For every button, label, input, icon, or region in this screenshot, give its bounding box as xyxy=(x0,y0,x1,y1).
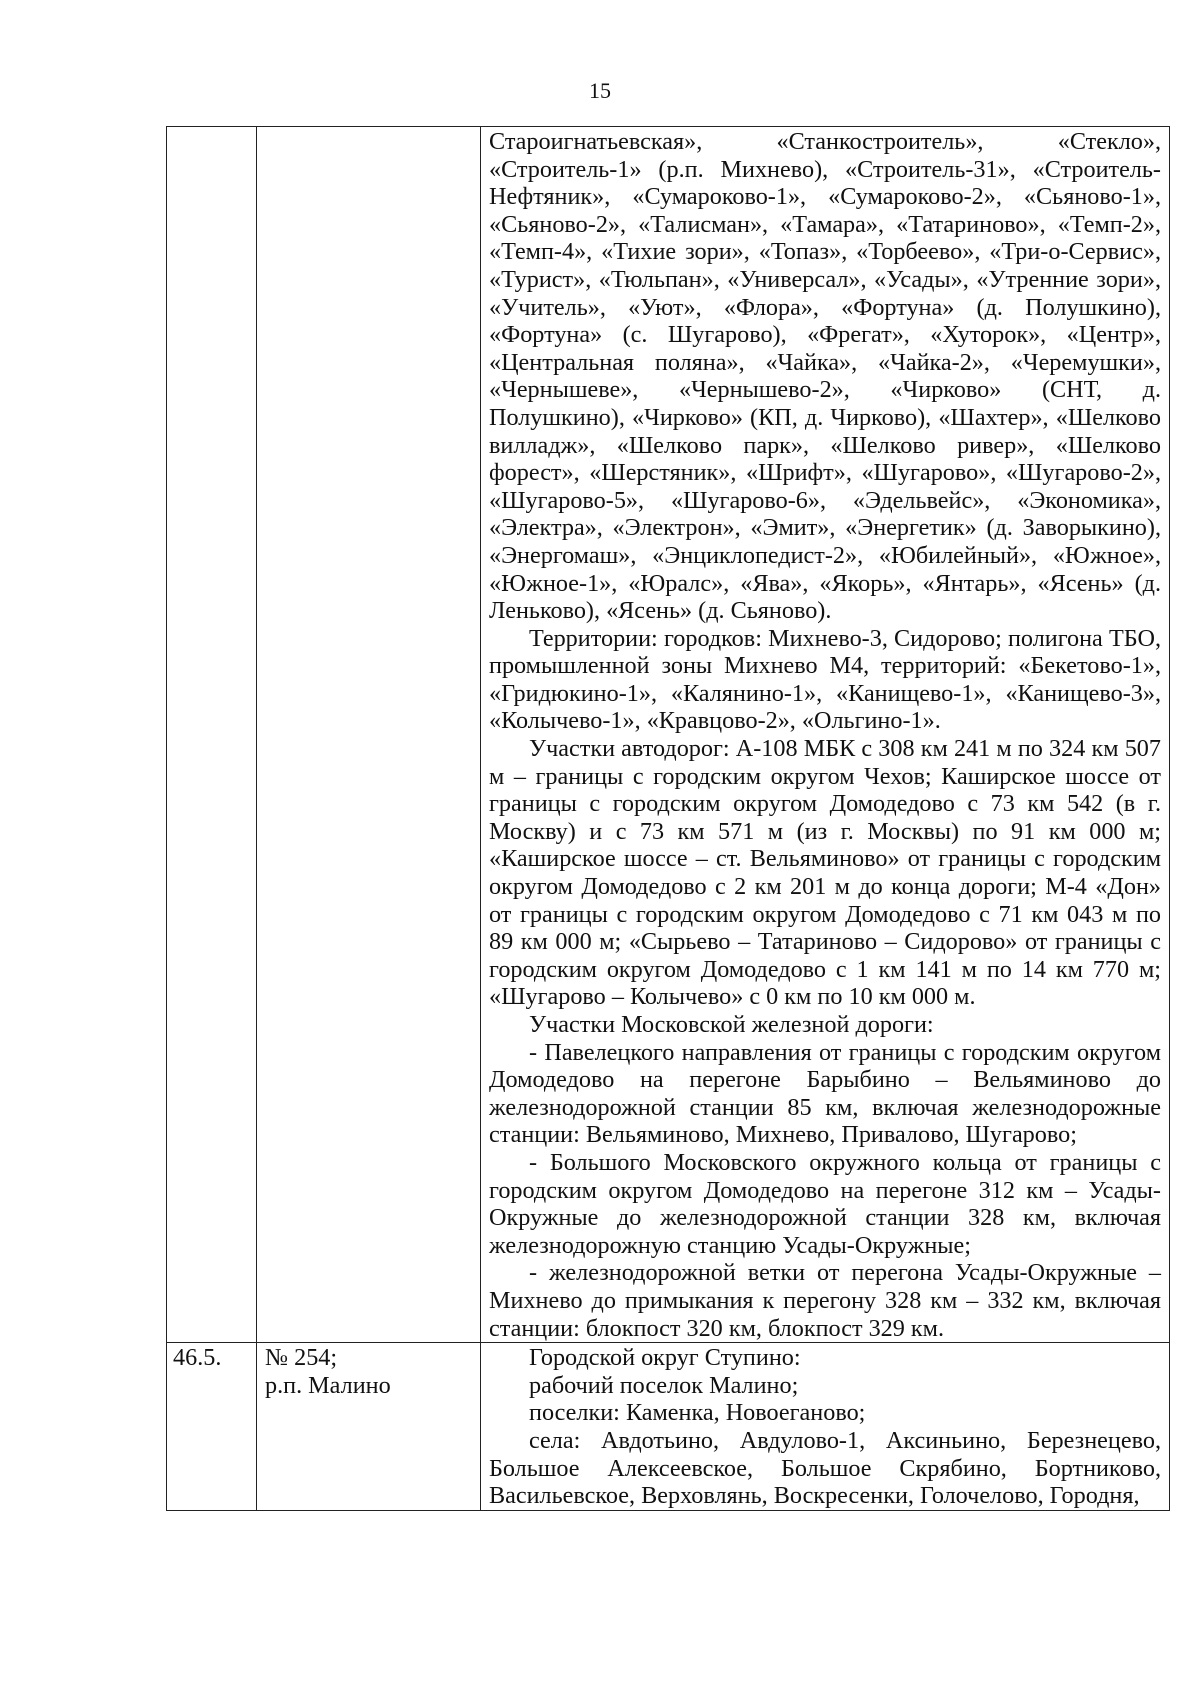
description-cell xyxy=(481,127,1170,1343)
description-paragraph: - Большого Московского окружного кольца от границы с городским округом Домодедово на перегоне 312 км – Усады-Окружные до железнодорожной станции 328 км, включая железнодорожную станцию Усады-Окружные; xyxy=(489,1148,1161,1259)
description-paragraph: Территории: городков: Михнево-3, Сидорово; полигона ТБО, промышленной зоны Михнево М4, территорий: «Бекетово-1», «Гридюкино-1», «Калянино-1», «Канищево-1», «Канищево-3», «Колычево-1», «Кравцово-2», «Ольгино-1». xyxy=(489,624,1161,735)
table-row xyxy=(167,127,1170,1343)
district-cell xyxy=(257,1343,481,1511)
description-paragraph: Городской округ Ступино: xyxy=(529,1344,801,1372)
description-cell xyxy=(481,1343,1170,1511)
district-number: № 254; xyxy=(265,1344,338,1372)
description-paragraph: поселки: Каменка, Новоеганово; xyxy=(529,1399,866,1427)
description-paragraph: Староигнатьевская», «Станкостроитель», «Стекло», «Строитель-1» (р.п. Михнево), «Строитель-31», «Строитель-Нефтяник», «Сумароково-1», «Сумароково-2», «Сьяново-1», «Сьяново-2», «Талисман», «Тамара», «Татариново», «Темп-2», «Темп-4», «Тихие зори», «Топаз», «Торбеево», «Три-о-Сервис», «Турист», «Тюльпан», «Универсал», «Усады», «Утренние зори», «Учитель», «Уют», «Флора», «Фортуна» (д. Полушкино), «Фортуна» (с. Шугарово), «Фрегат», «Хуторок», «Центр», «Центральная поляна», «Чайка», «Чайка-2», «Черемушки», «Чернышеве», «Чернышево-2», «Чирково» (СНТ, д. Полушкино), «Чирково» (КП, д. Чирково), «Шахтер», «Шелково вилладж», «Шелково парк», «Шелково ривер», «Шелково форест», «Шерстяник», «Шрифт», «Шугарово», «Шугарово-2», «Шугарово-5», «Шугарово-6», «Эдельвейс», «Экономика», «Электра», «Электрон», «Эмит», «Энергетик» (д. Заворыкино), «Энергомаш», «Энциклопедист-2», «Юбилейный», «Южное», «Южное-1», «Юралс», «Ява», «Якорь», «Янтарь», «Ясень» (д. Леньково), «Ясень» (д. Сьяново). xyxy=(489,128,1161,625)
districts-table xyxy=(166,126,1170,1511)
row-number-cell: 46.5. xyxy=(167,1343,257,1511)
description-paragraph: села: Авдотьино, Авдулово-1, Аксиньино, Березнецево, Большое Алексеевское, Большое Скрябино, Бортниково, Васильевское, Верховлянь, Воскресенки, Голочелово, Городня, xyxy=(489,1426,1161,1510)
description-paragraph: - Павелецкого направления от границы с городским округом Домодедово на перегоне Барыбино – Вельяминово до железнодорожной станции 85 км, включая железнодорожные станции: Вельяминово, Михнево, Привалово, Шугарово; xyxy=(489,1038,1161,1149)
row-number-cell xyxy=(167,127,257,1343)
description-paragraph: Участки автодорог: А-108 МБК с 308 км 241 м по 324 км 507 м – границы с городским округом Чехов; Каширское шоссе от границы с городским округом Домодедово с 73 км 542 (в г. Москву) и с 73 км 571 м (из г. Москвы) по 91 км 000 м; «Каширское шоссе – ст. Вельяминово» от границы с городским округом Домодедово с 2 км 201 м до конца дороги; М-4 «Дон» от границы с городским округом Домодедово с 71 км 043 м по 89 км 000 м; «Сырьево – Татариново – Сидорово» от границы с городским округом Домодедово с 1 км 141 м по 14 км 770 м; «Шугарово – Колычево» с 0 км по 10 км 000 м. xyxy=(489,735,1161,1011)
description-paragraph: - железнодорожной ветки от перегона Усады-Окружные – Михнево до примыкания к перегону 328 км – 332 км, включая станции: блокпост 320 км, блокпост 329 км. xyxy=(489,1259,1161,1342)
district-center: р.п. Малино xyxy=(265,1371,391,1399)
description-paragraph: Участки Московской железной дороги: xyxy=(529,1011,934,1038)
district-cell xyxy=(257,127,481,1343)
description-paragraph: рабочий поселок Малино; xyxy=(529,1371,799,1399)
page-number: 15 xyxy=(589,78,611,103)
table-row xyxy=(167,1343,1170,1511)
